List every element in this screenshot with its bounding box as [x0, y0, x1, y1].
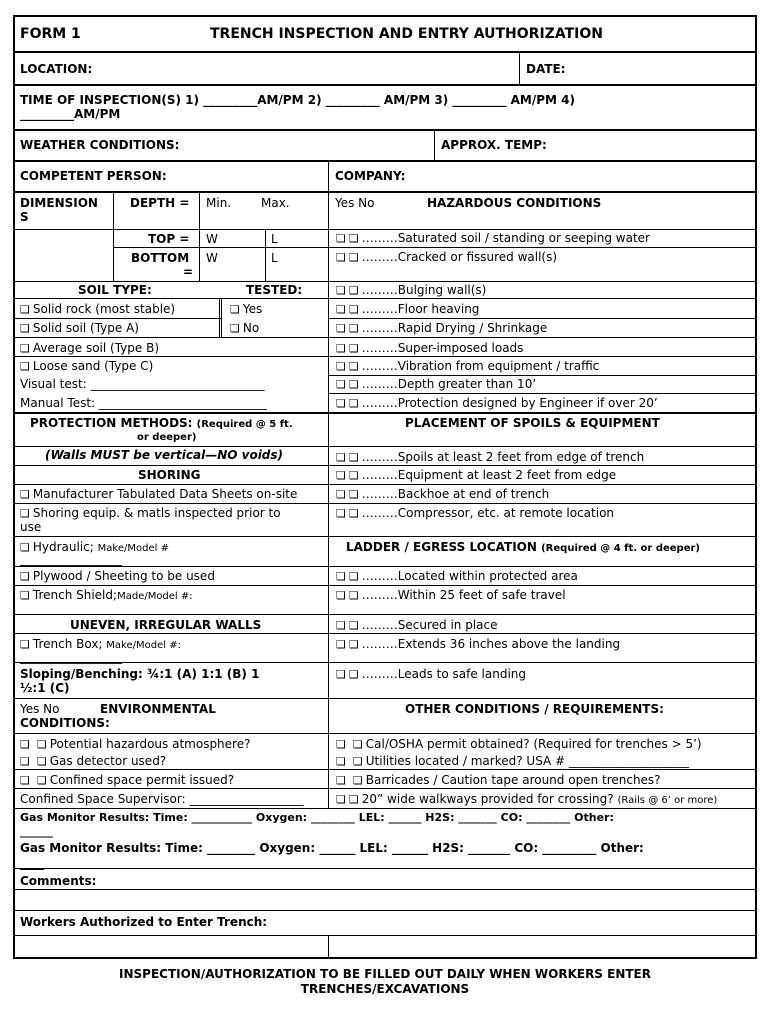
calosha-no-checkbox[interactable] [353, 737, 366, 751]
form-number: FORM 1 [20, 26, 81, 42]
ladder-25ft-checkbox[interactable]: ❏ ❏ ………Within 25 feet of safe travel [336, 588, 566, 603]
soil-average-checkbox[interactable]: ❏ Average soil (Type B) [20, 341, 159, 356]
bottom-length-field[interactable]: L [271, 251, 278, 265]
tested-yes-checkbox[interactable]: ❏ Yes [230, 302, 262, 317]
bottom-width-field[interactable]: W [206, 251, 218, 265]
depth-label: DEPTH = [130, 196, 190, 210]
environment-yes-no-header: Yes No [20, 702, 60, 716]
ladder-no-checkbox[interactable] [349, 618, 362, 632]
workers-authorized-field[interactable]: Workers Authorized to Enter Trench: [20, 915, 268, 929]
ladder-secured-checkbox[interactable]: ❏ ❏ ………Secured in place [336, 618, 497, 633]
trench-shield-model-field[interactable]: _________________ [20, 601, 122, 615]
walkways-no-checkbox[interactable] [349, 792, 362, 806]
compressor-no-checkbox[interactable] [349, 506, 362, 520]
trench-shield-checkbox[interactable]: ❏ Trench Shield;Made/Model #: [20, 588, 193, 604]
manufacturer-data-checkbox[interactable]: ❏ Manufacturer Tabulated Data Sheets on-site [20, 487, 297, 502]
utilities-marked-checkbox[interactable]: ❏ ❏ Utilities located / marked? USA # ____________________ [336, 754, 689, 769]
hazard-yes-no-header: Yes No [335, 196, 375, 210]
barricades-checkbox[interactable]: ❏ ❏ Barricades / Caution tape around open trenches? [336, 773, 661, 788]
uneven-walls-heading: UNEVEN, IRREGULAR WALLS [70, 618, 262, 632]
hazard-no-checkbox[interactable] [349, 302, 362, 316]
confined-space-supervisor-field[interactable]: Confined Space Supervisor: ___________________ [20, 792, 304, 806]
comments-field[interactable]: Comments: [20, 874, 97, 888]
shoring-heading: SHORING [138, 468, 201, 482]
date-field[interactable]: DATE: [526, 62, 566, 76]
hazardous-atmosphere-checkbox[interactable]: ❏ ❏ Potential hazardous atmosphere? [20, 737, 250, 752]
hazard-vibration[interactable]: ❏ ❏ ………Vibration from equipment / traffic [336, 359, 599, 374]
hazard-bulging-walls[interactable]: ❏ ❏ ………Bulging wall(s) [336, 283, 486, 298]
hazard-depth-over-10[interactable]: ❏ ❏ ………Depth greater than 10’ [336, 377, 536, 392]
confined-space-no-checkbox[interactable] [37, 773, 50, 787]
barricades-no-checkbox[interactable] [353, 773, 366, 787]
trench-box-checkbox[interactable]: ❏ Trench Box; Make/Model #: [20, 637, 181, 653]
confined-space-checkbox[interactable]: ❏ ❏ Confined space permit issued? [20, 773, 234, 788]
ladder-no-checkbox[interactable] [349, 637, 362, 651]
hazard-no-checkbox[interactable] [349, 283, 362, 297]
utilities-no-checkbox[interactable] [353, 754, 366, 768]
company-field[interactable]: COMPANY: [335, 169, 406, 183]
bottom-label: BOTTOM [131, 251, 190, 265]
gas-monitor-results-1-cont: ______ [20, 825, 53, 838]
plywood-checkbox[interactable]: ❏ Plywood / Sheeting to be used [20, 569, 215, 584]
top-width-field[interactable]: W [206, 232, 218, 246]
protection-methods-requirement: or deeper) [137, 432, 197, 443]
ladder-protected-area-checkbox[interactable]: ❏ ❏ ………Located within protected area [336, 569, 578, 584]
dimensions-label: DIMENSION [20, 196, 98, 210]
visual-test-field[interactable]: Visual test: _____________________________ [20, 377, 265, 391]
compressor-checkbox[interactable]: ❏ ❏ ………Compressor, etc. at remote location [336, 506, 614, 521]
tested-no-checkbox[interactable]: ❏ No [230, 321, 259, 336]
hazard-no-checkbox[interactable] [349, 341, 362, 355]
hazard-no-checkbox[interactable] [349, 396, 362, 410]
soil-solid-soil-checkbox[interactable]: ❏ Solid soil (Type A) [20, 321, 139, 336]
soil-solid-rock-checkbox[interactable]: ❏ Solid rock (most stable) [20, 302, 175, 317]
spoils-no-checkbox[interactable] [349, 450, 362, 464]
environmental-conditions-title-cont: CONDITIONS: [20, 716, 110, 730]
ladder-no-checkbox[interactable] [349, 569, 362, 583]
hazard-no-checkbox[interactable] [349, 250, 362, 264]
soil-loose-sand-checkbox[interactable]: ❏ Loose sand (Type C) [20, 359, 153, 374]
depth-min-field[interactable]: Min. [206, 196, 232, 210]
hazard-saturated-soil[interactable]: ❏ ❏ ………Saturated soil / standing or seeping water [336, 231, 650, 246]
hydraulic-checkbox[interactable]: ❏ Hydraulic; Make/Model # [20, 540, 169, 556]
bottom-label-equals: = [183, 265, 194, 279]
hydraulic-model-field[interactable]: _________________ [20, 552, 122, 566]
top-length-field[interactable]: L [271, 232, 278, 246]
shoring-inspected-checkbox[interactable]: ❏ Shoring equip. & matls inspected prior to [20, 506, 281, 521]
tested-label: TESTED: [246, 283, 303, 297]
ladder-36in-checkbox[interactable]: ❏ ❏ ………Extends 36 inches above the landing [336, 637, 620, 652]
hazard-no-checkbox[interactable] [349, 321, 362, 335]
hazard-no-checkbox[interactable] [349, 377, 362, 391]
calosha-permit-checkbox[interactable]: ❏ ❏ Cal/OSHA permit obtained? (Required for trenches > 5’) [336, 737, 702, 752]
hazard-floor-heaving[interactable]: ❏ ❏ ………Floor heaving [336, 302, 479, 317]
manual-test-field[interactable]: Manual Test: ____________________________ [20, 396, 267, 410]
top-label: TOP = [148, 232, 190, 246]
gas-monitor-results-2[interactable]: Gas Monitor Results: Time: ________ Oxygen: ______ LEL: ______ H2S: _______ CO: _________ Other: [20, 841, 644, 855]
time-of-inspection-continued[interactable]: _________AM/PM [20, 107, 121, 121]
spoils-equipment-title: PLACEMENT OF SPOILS & EQUIPMENT [405, 416, 660, 430]
form-title: TRENCH INSPECTION AND ENTRY AUTHORIZATION [210, 26, 603, 42]
hazard-no-checkbox[interactable] [349, 231, 362, 245]
time-of-inspection-field[interactable]: TIME OF INSPECTION(S) 1) _________AM/PM 2) _________ AM/PM 3) _________ AM/PM 4) [20, 93, 575, 107]
equipment-no-checkbox[interactable] [349, 468, 362, 482]
ladder-no-checkbox[interactable] [349, 667, 362, 681]
backhoe-no-checkbox[interactable] [349, 487, 362, 501]
ladder-egress-title: LADDER / EGRESS LOCATION (Required @ 4 ft. or deeper) [346, 540, 701, 554]
gas-detector-no-checkbox[interactable] [37, 754, 50, 768]
hazard-cracked-walls[interactable]: ❏ ❏ ………Cracked or fissured wall(s) [336, 250, 557, 265]
weather-conditions-field[interactable]: WEATHER CONDITIONS: [20, 138, 180, 152]
trench-box-model-field[interactable]: _________________ [20, 650, 122, 664]
footer-instruction: INSPECTION/AUTHORIZATION TO BE FILLED OUT DAILY WHEN WORKERS ENTER [119, 967, 651, 981]
ladder-safe-landing-checkbox[interactable]: ❏ ❏ ………Leads to safe landing [336, 667, 526, 682]
location-field[interactable]: LOCATION: [20, 62, 93, 76]
shoring-inspected-continued: use [20, 520, 42, 534]
other-conditions-title: OTHER CONDITIONS / REQUIREMENTS: [405, 702, 664, 716]
footer-instruction-cont: TRENCHES/EXCAVATIONS [300, 982, 470, 996]
hazard-engineer-design[interactable]: ❏ ❏ ………Protection designed by Engineer if over 20’ [336, 396, 658, 411]
gas-monitor-results-2-cont: ____ [20, 856, 44, 870]
protection-methods-title: PROTECTION METHODS: (Required @ 5 ft. [30, 416, 293, 430]
spoils-2ft-checkbox[interactable]: ❏ ❏ ………Spoils at least 2 feet from edge of trench [336, 450, 644, 465]
walkways-checkbox[interactable]: ❏ ❏ 20” wide walkways provided for crossing? (Rails @ 6’ or more) [336, 792, 717, 808]
ladder-no-checkbox[interactable] [349, 588, 362, 602]
gas-monitor-results-1[interactable]: Gas Monitor Results: Time: ___________ Oxygen: ________ LEL: ______ H2S: _______ CO: ________ Other: [20, 811, 614, 824]
backhoe-checkbox[interactable]: ❏ ❏ ………Backhoe at end of trench [336, 487, 549, 502]
equipment-2ft-checkbox[interactable]: ❏ ❏ ………Equipment at least 2 feet from edge [336, 468, 616, 483]
environmental-conditions-title: ENVIRONMENTAL [100, 702, 216, 716]
sloping-benching-field[interactable]: Sloping/Benching: ¾:1 (A) 1:1 (B) 1 [20, 667, 260, 681]
hazard-rapid-drying[interactable]: ❏ ❏ ………Rapid Drying / Shrinkage [336, 321, 547, 336]
hazard-superimposed-loads[interactable]: ❏ ❏ ………Super-imposed loads [336, 341, 523, 356]
sloping-benching-continued: ½:1 (C) [20, 681, 70, 695]
depth-max-field[interactable]: Max. [261, 196, 290, 210]
gas-detector-checkbox[interactable]: ❏ ❏ Gas detector used? [20, 754, 166, 769]
walls-vertical-note: (Walls MUST be vertical—NO voids) [45, 448, 284, 462]
approx-temp-field[interactable]: APPROX. TEMP: [441, 138, 547, 152]
hazardous-atmosphere-no-checkbox[interactable] [37, 737, 50, 751]
dimensions-label-suffix: S [20, 210, 29, 224]
hazardous-conditions-title: HAZARDOUS CONDITIONS [427, 196, 602, 210]
hazard-no-checkbox[interactable] [349, 359, 362, 373]
soil-type-label: SOIL TYPE: [78, 283, 152, 297]
competent-person-field[interactable]: COMPETENT PERSON: [20, 169, 167, 183]
